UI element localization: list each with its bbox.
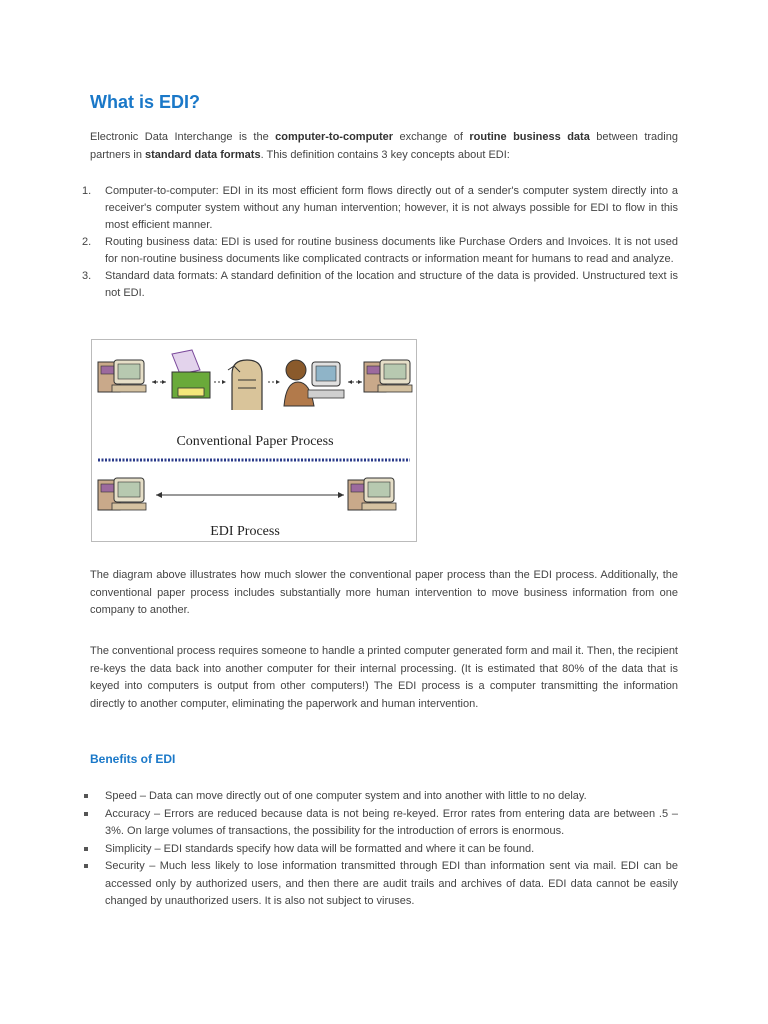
- conventional-process-paragraph: The conventional process requires someone to handle a printed computer generated form and mail it. Then, the recipient re-keys the data back into another computer for their internal processing. (It is estimated that 80% of the data that is keyed into computers is output from other computers!) The EDI process is a computer transmitting the information directly to another computer, eliminating the paperwork and human intervention.: [90, 645, 678, 710]
- intro-text-2: exchange of: [393, 131, 470, 143]
- intro-text-3: between trading partners in: [90, 131, 678, 161]
- person-at-computer-icon: [284, 360, 344, 406]
- list-item: [84, 806, 678, 841]
- list-item: [84, 858, 678, 911]
- list-number: 3.: [82, 270, 92, 282]
- bullet-icon: [84, 812, 88, 816]
- list-item: [80, 183, 678, 234]
- edi-diagram-svg: [92, 340, 416, 541]
- mailbox-icon: [228, 360, 262, 410]
- concepts-list: [80, 183, 678, 302]
- printer-icon: [172, 350, 210, 398]
- diagram-description-paragraph: The diagram above illustrates how much slower the conventional paper process than the EDI process. Additionally, the conventional paper process includes substantially more human intervention to move business information from one company to another.: [90, 569, 678, 616]
- list-item-text: Security – Much less likely to lose information transmitted through EDI than information sent via mail. EDI can be accessed only by authorized users, and then there are audit trails and archives of data. EDI data cannot be easily changed by unauthorized users. It is also not subject to viruses.: [105, 860, 678, 907]
- bullet-icon: [84, 847, 88, 851]
- benefits-list: [84, 788, 678, 911]
- page-title: What is EDI?: [90, 92, 201, 112]
- conventional-process-label: Conventional Paper Process: [176, 434, 334, 449]
- list-item-text: Computer-to-computer: EDI in its most efficient form flows directly out of a sender's computer system directly into a receiver's computer system without any human intervention; however, it is not always possible for EDI to flow in this most efficient manner.: [105, 185, 678, 231]
- computer-icon-right-top: [364, 360, 412, 392]
- computer-icon-right-bottom: [348, 478, 396, 510]
- computer-icon-left-bottom: [98, 478, 146, 510]
- list-item-text: Simplicity – EDI standards specify how data will be formatted and where it can be found.: [105, 842, 535, 855]
- list-number: 2.: [82, 236, 92, 248]
- intro-bold-2: routine business data: [469, 131, 590, 143]
- intro-text-4: . This definition contains 3 key concepts about EDI:: [260, 148, 510, 161]
- list-item: [84, 841, 678, 859]
- list-item-text: Standard data formats: A standard definition of the location and structure of the data is provided. Unstructured text is not EDI.: [105, 270, 678, 299]
- arrow-icon: [268, 380, 280, 384]
- list-item: [80, 234, 678, 268]
- bullet-icon: [84, 864, 88, 868]
- intro-paragraph: [90, 129, 678, 164]
- intro-bold-3: standard data formats: [145, 148, 261, 161]
- arrow-icon: [214, 380, 226, 384]
- double-arrow-icon: [152, 380, 166, 384]
- edi-process-label: EDI Process: [210, 524, 280, 539]
- double-arrow-icon: [348, 380, 362, 384]
- intro-text-1: Electronic Data Interchange is the: [90, 131, 276, 143]
- list-item: [84, 788, 678, 806]
- edi-diagram: [91, 339, 417, 542]
- edi-direct-arrow-icon: [156, 492, 344, 498]
- list-number: 1.: [82, 185, 92, 197]
- list-item: [80, 268, 678, 302]
- list-item-text: Routing business data: EDI is used for routine business documents like Purchase Orders and Invoices. It is not used for non-routine business documents like complicated contracts or information meant for humans to read and analyze.: [105, 236, 678, 265]
- bullet-icon: [84, 794, 88, 798]
- list-item-text: Speed – Data can move directly out of one computer system and into another with little to no delay.: [105, 790, 587, 802]
- benefits-heading: Benefits of EDI: [90, 752, 176, 766]
- list-item-text: Accuracy – Errors are reduced because data is not being re-keyed. Error rates from entering data are between .5 – 3%. On large volumes of transactions, the possibility for the introduction of errors is enormous.: [105, 807, 678, 837]
- computer-icon-left-top: [98, 360, 146, 392]
- intro-bold-1: computer-to-computer: [275, 131, 394, 143]
